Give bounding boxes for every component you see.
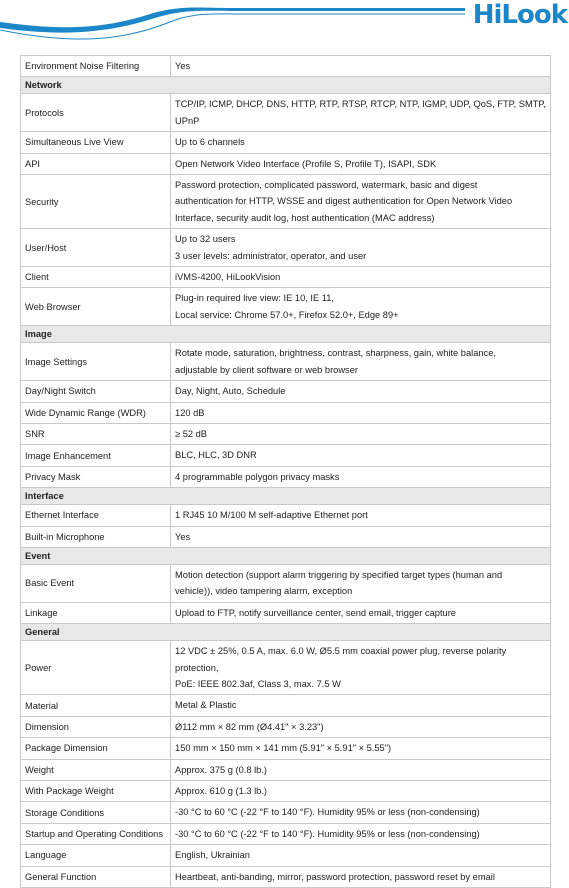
section-title: General [21, 624, 551, 641]
spec-value [171, 343, 551, 381]
spec-value-line: Open Network Video Interface (Profile S, Profile T), ISAPI, SDK [175, 158, 437, 169]
spec-value [171, 175, 551, 229]
section-title: Network [21, 77, 551, 94]
spec-label: Web Browser [21, 288, 171, 326]
spec-row [21, 695, 551, 716]
spec-value [171, 602, 551, 623]
spec-value [171, 381, 551, 402]
spec-label: Wide Dynamic Range (WDR) [21, 402, 171, 423]
section-title: Interface [21, 488, 551, 505]
spec-value-line: -30 °C to 60 °C (-22 °F to 140 °F). Humidity 95% or less (non-condensing) [175, 828, 480, 839]
spec-label: Ethernet Interface [21, 505, 171, 526]
spec-value [171, 781, 551, 802]
spec-row [21, 94, 551, 132]
spec-label: General Function [21, 866, 171, 887]
spec-value-line: English, Ukrainian [175, 850, 250, 861]
spec-label: Basic Event [21, 564, 171, 602]
spec-value [171, 738, 551, 759]
spec-row [21, 267, 551, 288]
spec-value [171, 526, 551, 547]
spec-value-line: vehicle)), video tampering alarm, exception [175, 586, 353, 597]
spec-row [21, 288, 551, 326]
spec-label: Material [21, 695, 171, 716]
spec-value [171, 288, 551, 326]
spec-label: Security [21, 175, 171, 229]
spec-row [21, 781, 551, 802]
section-title: Event [21, 547, 551, 564]
spec-value-line: TCP/IP, ICMP, DHCP, DNS, HTTP, RTP, RTSP, RTCP, NTP, IGMP, UDP, QoS, FTP, SMTP, [175, 99, 546, 110]
spec-value-line: PoE: IEEE 802.3af, Class 3, max. 7.5 W [175, 678, 341, 689]
spec-label: Environment Noise Filtering [21, 56, 171, 77]
spec-label: Package Dimension [21, 738, 171, 759]
spec-value [171, 445, 551, 466]
spec-value-line: 120 dB [175, 407, 205, 418]
spec-value [171, 759, 551, 780]
spec-value-line: Motion detection (support alarm triggering by specified target types (human and [175, 569, 503, 580]
spec-label: Privacy Mask [21, 466, 171, 487]
section-title: Image [21, 326, 551, 343]
spec-row [21, 526, 551, 547]
spec-table [20, 55, 551, 888]
spec-value [171, 866, 551, 887]
spec-row [21, 716, 551, 737]
spec-label: SNR [21, 423, 171, 444]
spec-row [21, 153, 551, 174]
spec-row [21, 402, 551, 423]
spec-row [21, 132, 551, 153]
spec-value-line: 150 mm × 150 mm × 141 mm (5.91" × 5.91" × 5.55") [175, 743, 392, 754]
spec-row [21, 505, 551, 526]
spec-value-line: 3 user levels: administrator, operator, and user [175, 250, 367, 261]
spec-row [21, 445, 551, 466]
spec-value-line: -30 °C to 60 °C (-22 °F to 140 °F). Humidity 95% or less (non-condensing) [175, 807, 480, 818]
spec-value [171, 564, 551, 602]
spec-value-line: Plug-in required live view: IE 10, IE 11, [175, 293, 335, 304]
spec-row [21, 56, 551, 77]
section-header-row [21, 488, 551, 505]
spec-value-line: UPnP [175, 115, 200, 126]
spec-value-line: BLC, HLC, 3D DNR [175, 450, 257, 461]
spec-value-line: adjustable by client software or web browser [175, 364, 358, 375]
spec-value [171, 823, 551, 844]
spec-row [21, 466, 551, 487]
section-header-row [21, 326, 551, 343]
spec-value [171, 845, 551, 866]
spec-value-line: Metal & Plastic [175, 700, 237, 711]
spec-value [171, 267, 551, 288]
section-header-row [21, 624, 551, 641]
hilook-logo: HiLook [472, 0, 567, 30]
spec-row [21, 229, 551, 267]
spec-value [171, 423, 551, 444]
spec-value-line: Upload to FTP, notify surveillance center, send email, trigger capture [175, 607, 456, 618]
spec-value [171, 466, 551, 487]
spec-label: Day/Night Switch [21, 381, 171, 402]
spec-value-line: Up to 6 channels [175, 137, 245, 148]
spec-row [21, 802, 551, 823]
spec-value-line: ≥ 52 dB [175, 428, 208, 439]
spec-value-line: Approx. 375 g (0.8 lb.) [175, 764, 268, 775]
spec-value-line: Local service: Chrome 57.0+, Firefox 52.0+, Edge 89+ [175, 309, 399, 320]
spec-value-line: Rotate mode, saturation, brightness, contrast, sharpness, gain, white balance, [175, 348, 496, 359]
spec-label: Power [21, 641, 171, 695]
spec-label: Image Enhancement [21, 445, 171, 466]
spec-row [21, 343, 551, 381]
spec-label: Language [21, 845, 171, 866]
spec-value-line: Approx. 610 g (1.3 lb.) [175, 786, 268, 796]
spec-row [21, 564, 551, 602]
spec-value [171, 132, 551, 153]
spec-row [21, 641, 551, 695]
spec-row [21, 602, 551, 623]
spec-row [21, 175, 551, 229]
spec-row [21, 759, 551, 780]
spec-label: Storage Conditions [21, 802, 171, 823]
spec-value-line: Heartbeat, anti-banding, mirror, password protection, password reset by email [175, 871, 495, 882]
spec-label: Weight [21, 759, 171, 780]
spec-label: Linkage [21, 602, 171, 623]
page-header [0, 0, 569, 50]
spec-label: User/Host [21, 229, 171, 267]
spec-value-line: 12 VDC ± 25%, 0.5 A, max. 6.0 W, Ø5.5 mm coaxial power plug, reverse polarity [175, 646, 507, 657]
spec-label: With Package Weight [21, 781, 171, 802]
spec-label: Simultaneous Live View [21, 132, 171, 153]
spec-value [171, 695, 551, 716]
spec-value-line: iVMS-4200, HiLookVision [175, 272, 281, 283]
spec-label: Built-in Microphone [21, 526, 171, 547]
spec-label: Image Settings [21, 343, 171, 381]
spec-value [171, 153, 551, 174]
spec-value [171, 94, 551, 132]
spec-value [171, 505, 551, 526]
spec-value-line: protection, [175, 662, 219, 673]
spec-value [171, 802, 551, 823]
spec-row [21, 866, 551, 887]
spec-value-line: authentication for HTTP, WSSE and digest authentication for Open Network Video [175, 196, 513, 207]
spec-value-line: Ø112 mm × 82 mm (Ø4.41" × 3.23") [175, 721, 324, 732]
spec-value-line: Yes [175, 61, 191, 71]
spec-row [21, 738, 551, 759]
spec-row [21, 423, 551, 444]
spec-row [21, 845, 551, 866]
spec-value-line: 1 RJ45 10 M/100 M self-adaptive Ethernet port [175, 510, 368, 521]
spec-label: Dimension [21, 716, 171, 737]
spec-row [21, 381, 551, 402]
section-header-row [21, 547, 551, 564]
spec-label: API [21, 153, 171, 174]
spec-value-line: Yes [175, 531, 191, 542]
spec-value-line: Password protection, complicated password, watermark, basic and digest [175, 180, 478, 191]
spec-label: Protocols [21, 94, 171, 132]
spec-value [171, 229, 551, 267]
spec-value [171, 56, 551, 77]
spec-label: Startup and Operating Conditions [21, 823, 171, 844]
spec-row [21, 823, 551, 844]
spec-value-line: Interface, security audit log, host authentication (MAC address) [175, 212, 435, 223]
section-header-row [21, 77, 551, 94]
spec-value [171, 716, 551, 737]
spec-value [171, 641, 551, 695]
spec-value-line: Up to 32 users [175, 234, 236, 245]
spec-value-line: Day, Night, Auto, Schedule [175, 386, 286, 397]
spec-label: Client [21, 267, 171, 288]
spec-value-line: 4 programmable polygon privacy masks [175, 471, 340, 482]
spec-value [171, 402, 551, 423]
